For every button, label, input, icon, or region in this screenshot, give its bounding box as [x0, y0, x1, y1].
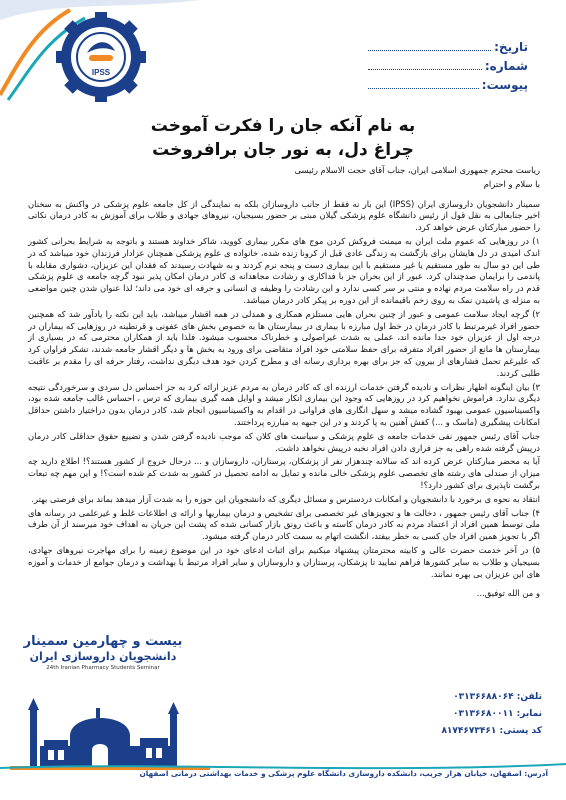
paragraph: انتقاد به نحوه ی برخورد با دانشجویان و امکانات دردسترس و مسائل دیگری که دانشجویان این حوزه را به شدت آزار میدهد بماند برای فرصتی بهتر. [31, 493, 540, 504]
title-line-2: چراغ دل، به نور جان برافروخت [152, 140, 414, 160]
seminar-line-1: بیست و چهارمین سمینار [23, 634, 183, 649]
contact-info [342, 692, 542, 743]
paragraph: ۲) گرچه ایجاد سلامت عمومی و عبور از چنین بحران هایی مستلزم همکاری و همدلی در همه اقشار میباشد، باید این نکته را یادآور شد که همچنین حضور افراد غیرمرتبط با کادر درمان در خط اول مبارزه با بیماری در بیمارستان ها به خصوص بخش های عفونی و قرنطینه در روزهایی که بیماران در درجه اول از عزیزان خود جدا مانده اند، عملی به شدت غیراصولی و خطرناک محسوب میشود. فلذا باید از همکاران محترمی که در بسیاری از بیمارستان ها مانع از حضور افراد متفرقه برای حفظ سلامتی خود افراد متقاضی برای ورود به بخش ها و دیگر اقشار جامعه شدند، تشکر فراوان کرد که علیرغم تحمل فشارهای از بیرون که جز برای بهره برداری رسانه ای و مطرح کردن خود هدف دیگری نداشت، رفتار حرفه ای را مقدم بر عاقبت طلبی کردند. [28, 308, 540, 378]
decorative-swoosh-bottom [0, 760, 566, 800]
paragraph: ۵) در آخر خدمت حضرت عالی و کابینه محترمتان پیشنهاد میکنیم برای اثبات ادعای خود در این موضوع زمینه را برای مهاجرت نیروهای جهادی، بسیجیان و طلاب به سایر کشورها فراهم نمایید تا پزشکان، پرستاران و داروسازان و سایر افراد مرتبط با بهداشت و درمان جوامع از خدمات و آموزه های این عزیزان بی بهره نمانند. [28, 544, 540, 579]
paragraph: ۴) جناب آقای رئیس جمهور ، دخالت ها و تجویزهای غیر تخصصی برای تشخیص و درمان بیماریها و ارائه ی اطلاعات غلط و غیرعلمی در رسانه های ملی توسط همین افراد از اعتماد مردم به کادر درمان کاسته و باعث رونق بازار کسانی شده که پشت این جریان به اهداف خود میرسند از آن طرف اگر با تجویز همین افراد جان کسی به خطر بیفتد، انگشت اتهام به سمت کادر درمان گرفته میشود. [28, 507, 540, 542]
paragraph: ۱) در روزهایی که عموم ملت ایران به میمنت فروکش کردن موج های مکرر بیماری کووید، شاکر خداوند هستند و باتوجه به شرایط بحرانی کشور اندک امیدی در دل هایشان برای بازگشت به زندگی عادی قبل از کرونا زنده شده، خانواده ی علوم پزشکی همچنان عزادار فرزندان خود میباشد که در طی این دو سال به طور مستقیم یا غیر مستقیم با این بیماری دست و پنجه نرم کردند و به شهادت رسیدند که فقدان این عزیزان، دشواری مقابله با پاندمی را برایمان صدچندان کرد. عبور از این بحران جز با فداکاری و رشادت مجاهدانه ی کادر درمان امکان پذیر نبود گرچه جامعه ی علوم پزشکی قدم در راه سلامت مردم نهاده و منتی بر سر کسی ندارد و این رشادت را وظیفه ی انسانی و حرفه ای خود می داند؛ لذا عنوان شدن چنین مواضعی به منزله ی پاشیدن نمک به روی زخم باقیمانده از این دوره بر پیکر کادر درمان میباشد. [28, 235, 540, 305]
postal-address: آدرس: اصفهان، خیابان هزار جریب، دانشکده داروسازی دانشگاه علوم پزشکی و خدمات بهداشتی درمانی اصفهان [139, 769, 548, 778]
seminar-line-3: 24th Iranian Pharmacy Students Seminar [46, 665, 160, 671]
attachment-field: پیوست: [368, 78, 528, 97]
fax-number: نمابر: ۰۳۱۳۶۶۸۰۰۱۱ [453, 709, 542, 719]
addressee: ریاست محترم جمهوری اسلامی ایران، جناب آقای حجت الاسلام رئیسی [294, 165, 540, 175]
seminar-logo [18, 634, 188, 684]
title-line-1: به نام آنکه جان را فکرت آموخت [150, 116, 416, 136]
phone-number: تلفن: ۰۳۱۳۶۶۸۸۰۶۴ [453, 692, 542, 702]
seminar-line-2: دانشجویان داروسازی ایران [29, 650, 177, 663]
paragraph: آیا به محضر مبارکتان عرض کرده اند که سالانه چندهزار نفر از پزشکان، پرستاران، داروسازان و ... درحال خروج از کشور هستند؟! اطلاع دارید چه میزان از صندلی های رشته های تخصصی علوم پزشکی خالی مانده و تمایل به ادامه تحصیل در کشور به شدت کم شده است؟! و این مهم چه تبعات برگشت ناپذیری برای کشور دارد؟! [28, 456, 540, 490]
ipss-logo [56, 12, 146, 102]
number-field: شماره: [368, 59, 528, 78]
date-field: تاریخ: [368, 40, 528, 59]
paragraph: سمینار دانشجویان داروسازی ایران (IPSS) این بار نه فقط از جانب داروسازان بلکه به نمایندگی از کل جامعه علوم پزشکی در واکنش به سخنان اخیر جنابعالی به نقل قول از رئیس دانشگاه علوم پزشکی گیلان مبنی بر حضور بسیجیان، نیروهای جهادی و طلاب برای آموزش به کادر درمان نکاتی را حضور مبارکتان عرض خواهد کرد. [28, 198, 540, 233]
letter-title [0, 114, 566, 162]
header-fields [368, 40, 528, 97]
paragraph: ۳) بیان اینگونه اظهار نظرات و نادیده گرفتن خدمات ارزنده ای که کادر درمان به مردم عزیز ارائه کرد به جز احساس دل سردی و سرخوردگی نتیجه دیگری ندارد. فراموش نخواهیم کرد در روزهایی که وجود این بیماری انکار میشد و اوایل همه گیری بیماری که ترس ، احساس غالب جامعه شده بود، واکسیناسیون عمومی بهبود گشاده میشد و سهل انگاری های فراوانی در اقدام به واکسیناسیون انجام شد، کادر درمان بدون دراختیار داشتن حداقل امکانات پیشگیری (ماسک و ...) کفش آهنین به پا کردند و در این جبهه به مبارزه پرداختند. [28, 381, 540, 427]
postal-code: کد پستی: ۸۱۷۴۶۷۳۴۶۱ [441, 726, 542, 736]
greeting: با سلام و احترام [483, 178, 540, 189]
mosque-illustration [10, 690, 210, 770]
logo-text: IPSS [91, 68, 111, 77]
closing: و من الله توفیق... [476, 588, 540, 599]
paragraph: جناب آقای رئیس جمهور نفی خدمات جامعه ی علوم پزشکی و سیاست های کلان که موجب نادیده گرفتن شدن و تضییع حقوق حداقلی کادر درمان درپیش گرفته شده راهی به جز فراری دادن افراد نخبه درپیش نخواهد داشت. [28, 430, 540, 453]
letter-body [28, 165, 540, 602]
